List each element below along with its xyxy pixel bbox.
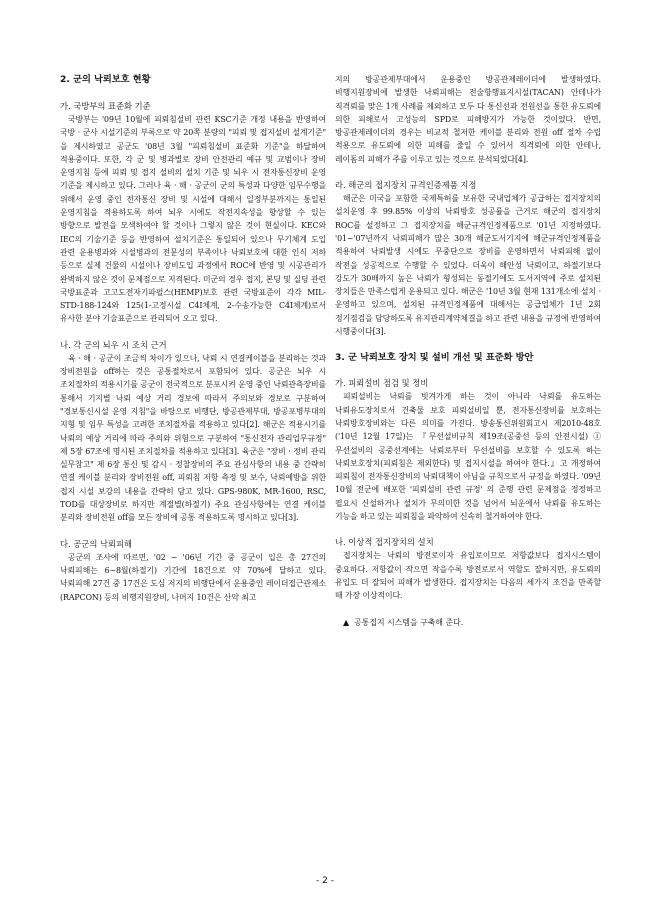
- paragraph-b: 육 · 해 · 공군이 조금씩 차이가 있으나, 낙뢰 시 연결케이블을 분리하는 것과 장비전원을 off하는 것은 공통절차로서 포함되어 있다. 공군은 뇌우 시 조치절차의 적용시기를 공군이 전국적으로 분포시켜 운영 중인 낙뢰관측장비를 통해서 기지별 낙뢰 예상 거리 경보에 따라서 주의보와 경보로 구분하여 "경보통신시설 운영 지침"을 바탕으로 비행단, 방공관제부대, 방공포병부대의 지형 및 임무 특성을 고려한 조치절차를 적용하고 있다[2]. 해군은 적용시기를 낙뢰의 예상 거리에 따라 주의와 위험으로 구분하여 "통신전자 관리업무규정" 제 5장 67조에 명시된 조치절차를 적용하고 있다[3]. 육군은 "장비 · 정비 관리 실무참고" 제 6장 통신 및 감시 · 정찰장비의 주요 관심사항의 내용 중 간략히 연결 케이블 분리와 장비전원 off, 피뢰침 저항 측정 및 보수, 낙뢰예방을 위한 접지 시설 보강의 내용을 간략히 담고 있다. GPS-980K, MR-1600, RSC, TOD를 대상장비로 하지만 계절별(하절기) 주요 관심사항에는 연결 케이블 분리와 장비전원 off를 모든 장비에 공통 적용하도록 명시하고 있다[3].: [60, 353, 326, 523]
- subheading-b: 나. 각 군의 뇌우 시 조치 근거: [60, 339, 167, 350]
- paragraph-3b: 접지장치는 낙뢰의 방전로이자 유입로이므로 저항값보다 접지시스템이 중요하다. 저항값이 작으면 작을수록 방전로로서 역할도 잘하지만, 유도뢰의 유입도 더 잘되어 피해가 발생한다. 접지장치는 다음의 세가지 조건을 만족할 때 가장 이상적이다.: [335, 551, 601, 601]
- bullet-item: [335, 616, 601, 629]
- subheading-a: 가. 국방부의 표준화 기준: [60, 101, 151, 111]
- paragraph-c-continued: 지의 방공관제부대에서 운용중인 방공관제레이더에 발생하였다. 비행지원장비에 발생한 낙뢰피해는 전술항행표지시설(TACAN) 안테나가 직격뢰를 맞은 1개 사례를 제외하고 모두 다 통신선과 전원선을 통한 유도뢰에 의한 피해로서 고성능의 SPD로 피해방지가 가능한 것이었다. 반면, 방공관제레이더의 경우는 비교적 철저한 케이블 분리와 전원 off 절차 수립 적용으로 유도뢰에 의한 피해를 줄일 수 있어서 직격뢰에 의한 안테나, 레이돔의 피해가 주를 이루고 있는 것으로 분석되었다[4].: [335, 75, 601, 164]
- paragraph-c: 공군의 조사에 따르면, '02 ~ '06년 기간 중 공군이 입은 총 27건의 낙뢰피해는 6~8월(하절기) 기간에 18건으로 약 70%에 달하고 있다. 낙뢰피해 27건 중 17건은 도심 저지의 비행단에서 운용중인 레이더접근관제소(RAPCON) 등의 비행지원장비, 나머지 10건은 산악 최고: [60, 552, 326, 602]
- bullet-text: 공통접지 시스템을 구축해 준다.: [354, 617, 464, 627]
- paragraph-d: 해군은 미국을 포함한 국제특허를 보유한 국내업체가 공급하는 접지장치의 설치운영 후 99.85% 이상의 낙뢰방호 성공률을 근거로 해군의 접지장치 ROC를 설정하고 그 접지장치를 해군규격인정제품으로 '01년 지정하였다. '01~'07년까지 낙뢰피해가 많은 30개 해군도서기지에 해군규격인정제품을 적용하여 낙뢰발생 시에도 무중단으로 장비를 운영하면서 낙뢰피해 없이 작전을 성공적으로 수행할 수 있었다. 더욱이 해안성 낙뢰이고, 하절기보다 강도가 30배까지 높은 낙뢰가 형성되는 동절기에도 도서지역에 주로 설치된 장치들은 만족스럽게 운용되고 있다. 해군은 '10년 3월 현재 131개소에 설치 · 운영하고 있으며, 설치된 규격인정제품에 대해서는 공급업체가 1년 2회 정기점검을 담당하도록 유지관리계약체결을 하고 관련 내용을 규정에 반영하여 시행중이다[3].: [335, 194, 601, 337]
- section-heading-3: 3. 군 낙뢰보호 장치 및 설비 개선 및 표준화 방안: [335, 352, 534, 364]
- subheading-3b: 나. 이상적 접지장치의 설치: [335, 537, 434, 548]
- left-column: [60, 73, 326, 604]
- paragraph-3a: 피뢰설비는 낙뢰를 빗겨가게 하는 것이 아니라 낙뢰를 유도하는 낙뢰유도장치로서 건축물 보호 피뢰설비일 뿐, 전자통신장비를 보호하는 낙뢰방호장비와는 다른 의미를 가진다. 방송통신위원회고시 제2010-48호('10년 12월 17일)는 『무선설비규칙 제19조(공중선 등의 안전시설) ① 무선설비의 공중선계에는 낙뢰로부터 무선설비를 보호할 수 있도록 하는 낙뢰보호장치(피뢰침은 제외한다) 및 접지시설을 하여야 한다.』고 개정하여 피뢰침이 전자통신장비의 낙뢰대책이 아님을 규칙으로서 규정을 하였다. '09년 10월 전군에 배포한 '피뢰설비 관련 규정' 의 준행 관련 문제점을 정정하고 필요시 신설하거나 설치가 무의미한 것을 넘어서 뇌운에서 낙뢰를 유도하는 기능을 하고 있는 피뢰침을 파악하여 신속히 철거하여야 한다.: [335, 392, 601, 522]
- triangle-bullet-icon: ▲: [343, 617, 350, 627]
- right-column: [335, 73, 601, 629]
- subheading-d: 라. 해군의 접지장치 규격인증제품 지정: [335, 180, 477, 191]
- section-heading-2: 2. 군의 낙뢰보호 현황: [60, 74, 151, 85]
- subheading-3a: 가. 피뢰설비 점검 및 정비: [335, 378, 429, 389]
- page-number: - 2 -: [316, 876, 334, 886]
- paragraph-a: 국방부는 '09년 10월에 피뢰침설비 관련 KSC기준 개정 내용을 반영하여 국방 · 군사 시설기준의 부록으로 약 20쪽 분량의 "피뢰 및 접지설비 설계기준" 을 제시하였고 공군도 '08년 3월 "피뢰침설비 표준화 기준"을 하달하여 적용중이다. 또한, 각 군 및 병과별로 장비 안전관리 예규 및 교범이나 장비 운영지침 등에 피뢰 및 접지 설비의 설치 기준 및 뇌우 시 전자통신장비 운영 기준을 제시하고 있다. 그러나 육 · 해 · 공군이 군의 특성과 다양한 임무수행을 위해서 운영 중인 전자통신 장비 및 시설에 대해서 일정부분까지는 통일된 운영지침을 적용하도록 하여 뇌우 시에도 작전지속성을 향상할 수 있는 방향으로 발전을 모색하여야 할 것이나 그렇지 않은 것이 현실이다. KEC와 IEC의 기술기준 등을 반영하여 설치기준은 통일되어 있으나 무기체계 도입 관련 운용병과와 시설병과의 전문성의 부족이나 낙뢰보호에 대한 인식 저하 등으로 실제 건물의 시설이나 장비도입 과정에서 ROC에 반영 및 시공관리가 완벽하지 않은 것이 문제점으로 지적된다. 미군의 경우 접지, 본딩 및 실딩 관련 국방표준과 고고도전자기파펄스(HEMP)보호 관련 국방표준이 각각 MIL-STD-188-124와 125(1-고정시설 C4I체계, 2-수송가능한 C4I체계)로서 유사한 분야 기술표준으로 관리되어 오고 있다.: [60, 115, 326, 324]
- subheading-c: 다. 공군의 낙뢰피해: [60, 538, 133, 549]
